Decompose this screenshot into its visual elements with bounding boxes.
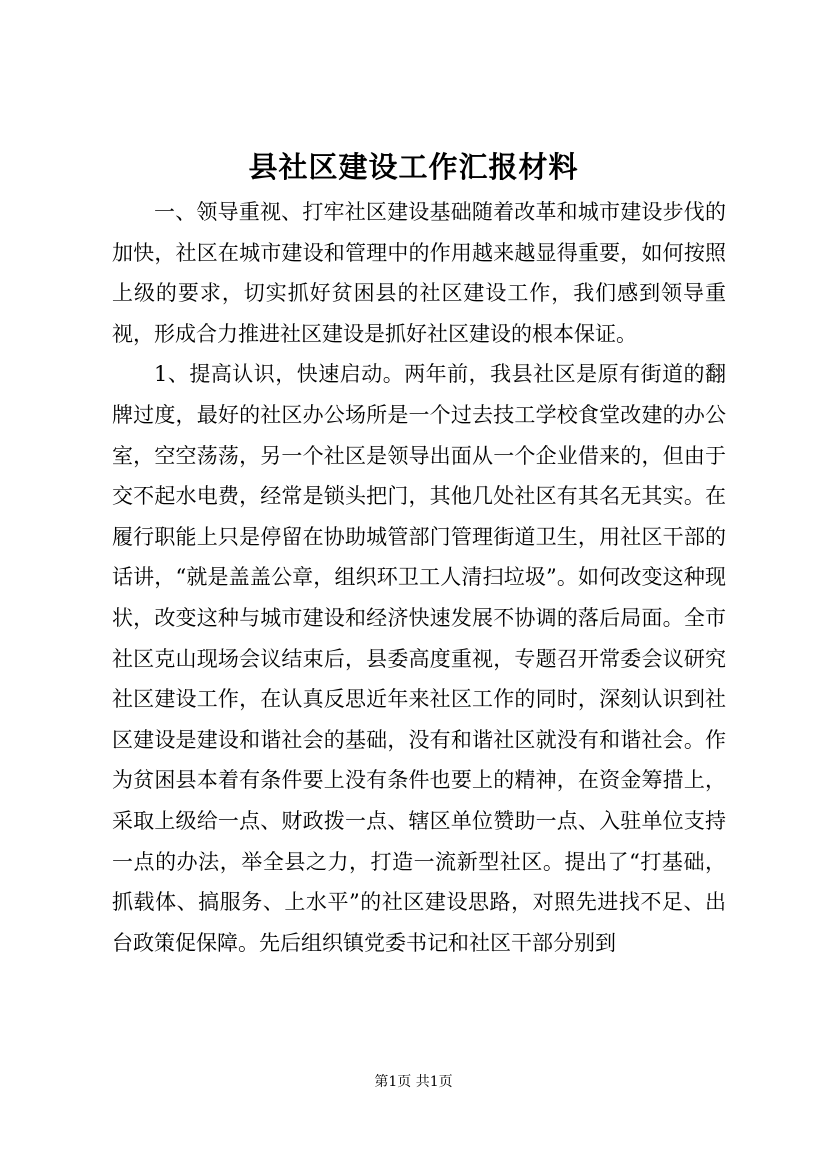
page-footer: 第1页 共1页 (374, 1074, 453, 1090)
paragraph-2: 1、提高认识，快速启动。两年前，我县社区是原有街道的翻牌过度，最好的社区办公场所是一个过去技工学校食堂改建的办公室，空空荡荡，另一个社区是领导出面从一个企业借来的，但由于交不起水电费，经常是锁头把门，其他几处社区有其名无其实。在履行职能上只是停留在协助城管部门管理街道卫生，用社区干部的话讲，“就是盖盖公章，组织环卫工人清扫垃圾”。如何改变这种现状，改变这种与城市建设和经济快速发展不协调的落后局面。全市社区克山现场会议结束后，县委高度重视，专题召开常委会议研究社区建设工作，在认真反思近年来社区工作的同时，深刻认识到社区建设是建设和谐社会的基础，没有和谐社区就没有和谐社会。作为贫困县本着有条件要上没有条件也要上的精神，在资金筹措上，采取上级给一点、财政拨一点、辖区单位赞助一点、入驻单位支持一点的办法，举全县之力，打造一流新型社区。提出了“打基础，抓载体、搞服务、上水平”的社区建设思路，对照先进找不足、出台政策促保障。先后组织镇党委书记和社区干部分别到 (112, 362, 726, 955)
paragraph-1: 一、领导重视、打牢社区建设基础随着改革和城市建设步伐的加快，社区在城市建设和管理中的作用越来越显得重要，如何按照上级的要求，切实抓好贫困县的社区建设工作，我们感到领导重视，形成合力推进社区建设是抓好社区建设的根本保证。 (112, 200, 726, 346)
document-body (112, 192, 726, 963)
document-title: 县社区建设工作汇报材料 (248, 150, 579, 184)
